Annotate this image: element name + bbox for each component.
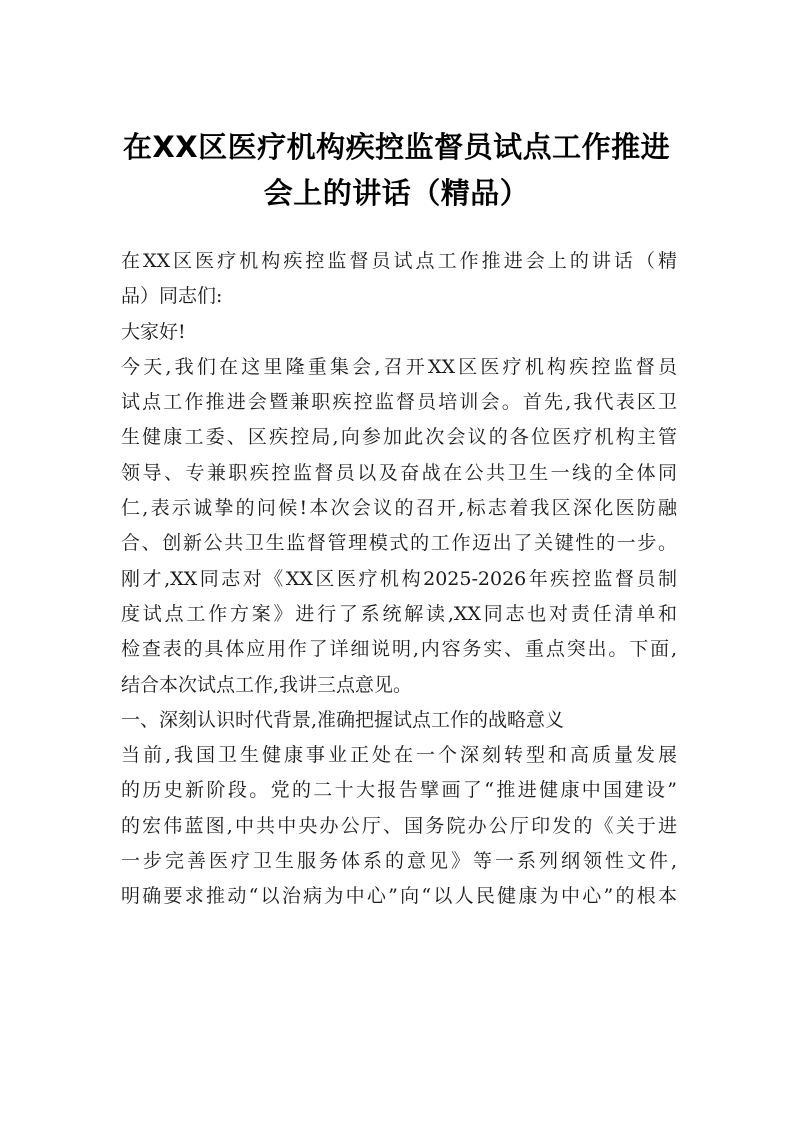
body-line: 刚才,XX同志对《XX区医疗机构2025-2026年疾控监督员制	[121, 567, 677, 590]
speech-body	[121, 244, 677, 915]
body-line: 合、创新公共卫生监督管理模式的工作迈出了关键性的一步。	[121, 532, 677, 555]
body-line: 品）同志们:	[121, 285, 223, 308]
body-line: 的历史新阶段。党的二十大报告擘画了“推进健康中国建设”	[121, 779, 677, 802]
document-title	[100, 124, 693, 216]
body-line: 度试点工作方案》进行了系统解读,XX同志也对责任清单和	[121, 602, 677, 625]
title-line: 会上的讲话（精品）	[263, 176, 530, 210]
title-line: 在XX区医疗机构疾控监督员试点工作推进	[122, 130, 671, 164]
body-line: 的宏伟蓝图,中共中央办公厅、国务院办公厅印发的《关于进	[121, 814, 677, 837]
body-line: 今天,我们在这里隆重集会,召开XX区医疗机构疾控监督员	[121, 355, 677, 378]
body-line: 生健康工委、区疾控局,向参加此次会议的各位医疗机构主管	[121, 426, 677, 449]
body-line: 领导、专兼职疾控监督员以及奋战在公共卫生一线的全体同	[121, 461, 677, 484]
body-line: 一步完善医疗卫生服务体系的意见》等一系列纲领性文件,	[121, 850, 677, 873]
body-line: 在XX区医疗机构疾控监督员试点工作推进会上的讲话（精	[121, 250, 677, 272]
body-line: 明确要求推动“以治病为中心”向“以人民健康为中心”的根本	[121, 885, 677, 908]
body-line: 当前,我国卫生健康事业正处在一个深刻转型和高质量发展	[121, 744, 677, 767]
body-line: 仁,表示诚挚的问候!本次会议的召开,标志着我区深化医防融	[121, 497, 677, 520]
body-line: 试点工作推进会暨兼职疾控监督员培训会。首先,我代表区卫	[121, 391, 677, 414]
body-line: 大家好!	[121, 320, 186, 343]
section-heading: 一、深刻认识时代背景,准确把握试点工作的战略意义	[121, 708, 565, 731]
body-line: 检查表的具体应用作了详细说明,内容务实、重点突出。下面,	[121, 638, 677, 661]
body-line: 结合本次试点工作,我讲三点意见。	[121, 673, 413, 696]
